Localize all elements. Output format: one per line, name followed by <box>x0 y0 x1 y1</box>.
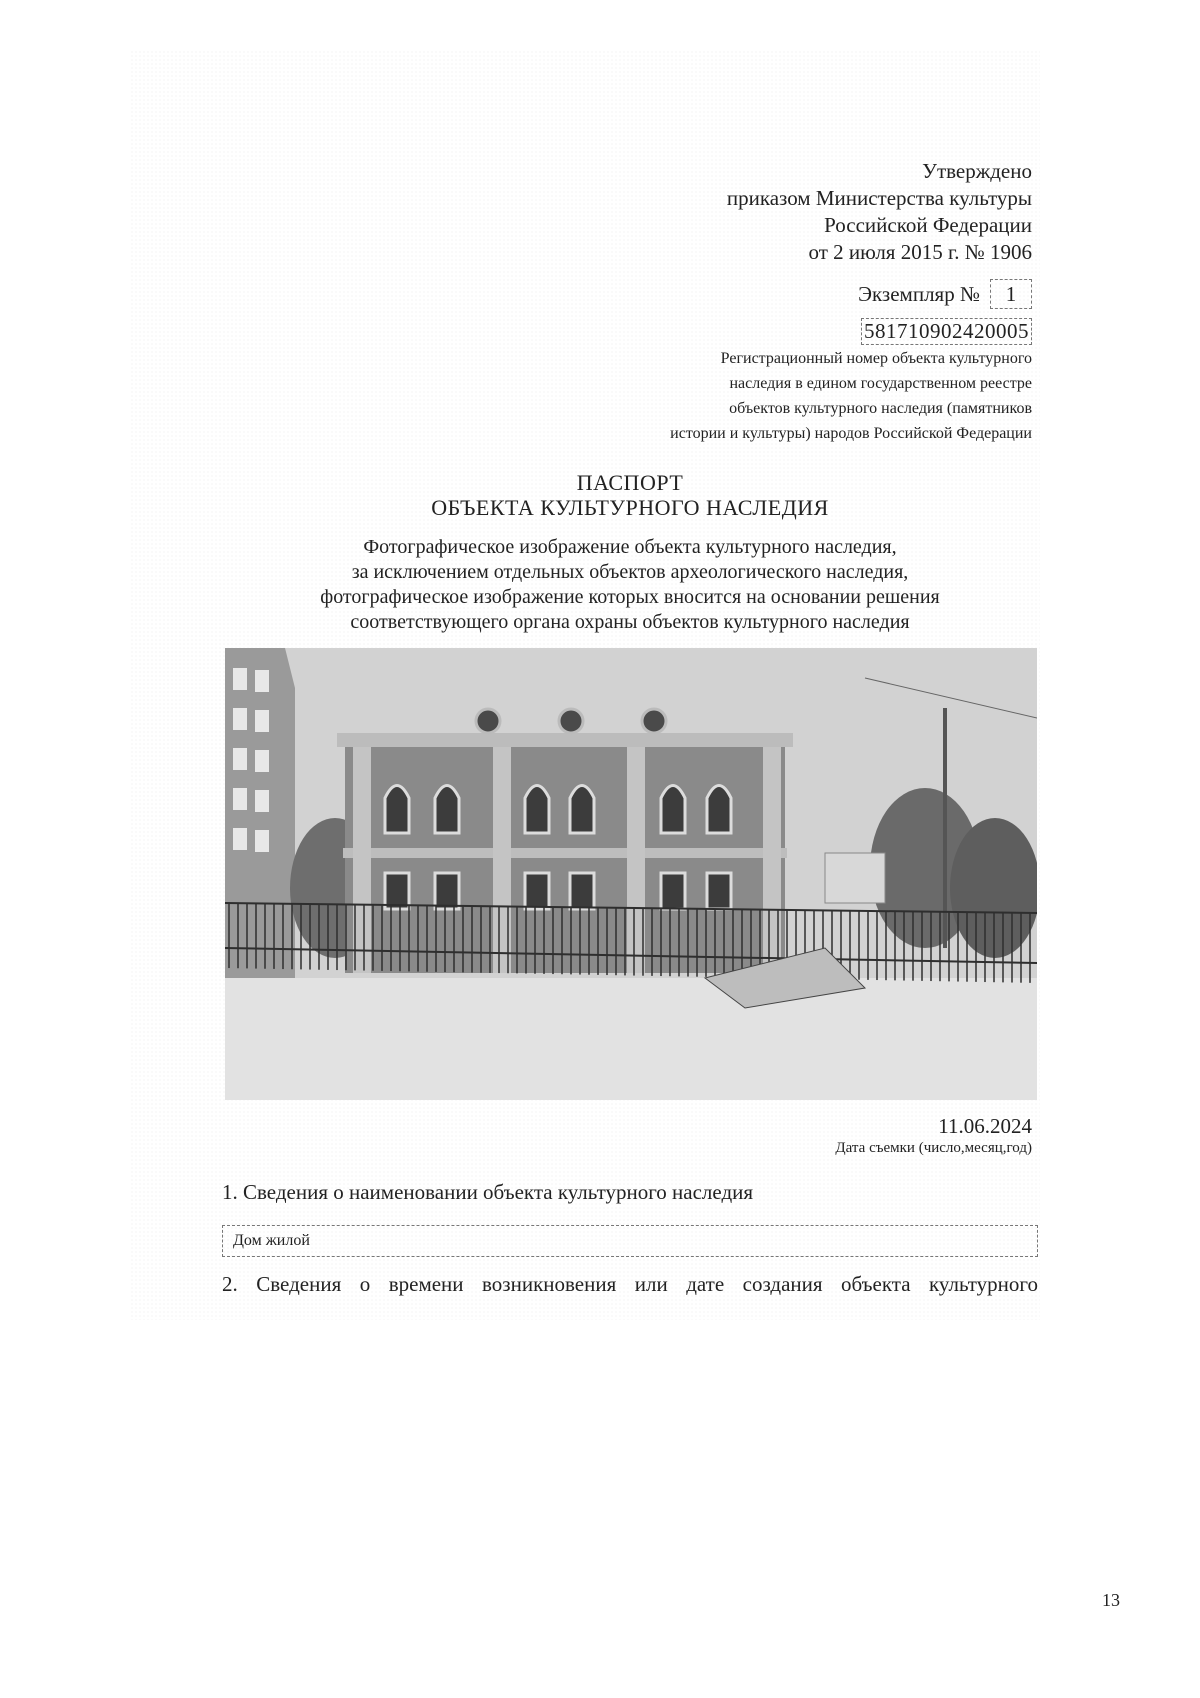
copy-number-box: 1 <box>990 279 1032 309</box>
document-title: ПАСПОРТ <box>576 470 684 495</box>
photo-caption-line: за исключением отдельных объектов археологического наследия, <box>351 561 909 583</box>
building-photo <box>225 648 1037 1100</box>
photo-caption-line: фотографическое изображение которых вносится на основании решения <box>320 586 940 608</box>
section-2-heading: 2. Сведения о времени возникновения или дате создания объекта культурного <box>222 1272 1038 1296</box>
approval-line: Утверждено <box>922 159 1032 183</box>
copy-number-row <box>858 279 1032 309</box>
photo-caption <box>250 535 1010 635</box>
approval-line: Российской Федерации <box>824 213 1032 237</box>
photo-caption-line: соответствующего органа охраны объектов культурного наследия <box>350 611 910 633</box>
registration-caption-line: объектов культурного наследия (памятников <box>729 400 1032 417</box>
approval-stamp <box>727 158 1032 266</box>
object-name-field: Дом жилой <box>222 1225 1038 1257</box>
shoot-date: 11.06.2024 <box>938 1114 1032 1138</box>
building-photo-illustration <box>225 648 1037 1100</box>
shoot-date-label: Дата съемки (число,месяц,год) <box>835 1140 1032 1156</box>
photo-caption-line: Фотографическое изображение объекта культурного наследия, <box>363 536 897 558</box>
approval-line: от 2 июля 2015 г. № 1906 <box>808 240 1032 264</box>
registration-caption <box>512 346 1032 446</box>
document-subtitle: ОБЪЕКТА КУЛЬТУРНОГО НАСЛЕДИЯ <box>431 495 829 520</box>
section-1-heading: 1. Сведения о наименовании объекта культурного наследия <box>222 1180 754 1204</box>
registration-caption-line: истории и культуры) народов Российской Федерации <box>670 425 1032 442</box>
approval-line: приказом Министерства культуры <box>726 186 1032 210</box>
registration-number: 581710902420005 <box>861 318 1032 345</box>
copy-label: Экземпляр № <box>858 281 980 306</box>
page-number: 13 <box>1102 1590 1120 1610</box>
registration-caption-line: наследия в едином государственном реестре <box>729 375 1032 392</box>
registration-caption-line: Регистрационный номер объекта культурного <box>720 350 1032 367</box>
